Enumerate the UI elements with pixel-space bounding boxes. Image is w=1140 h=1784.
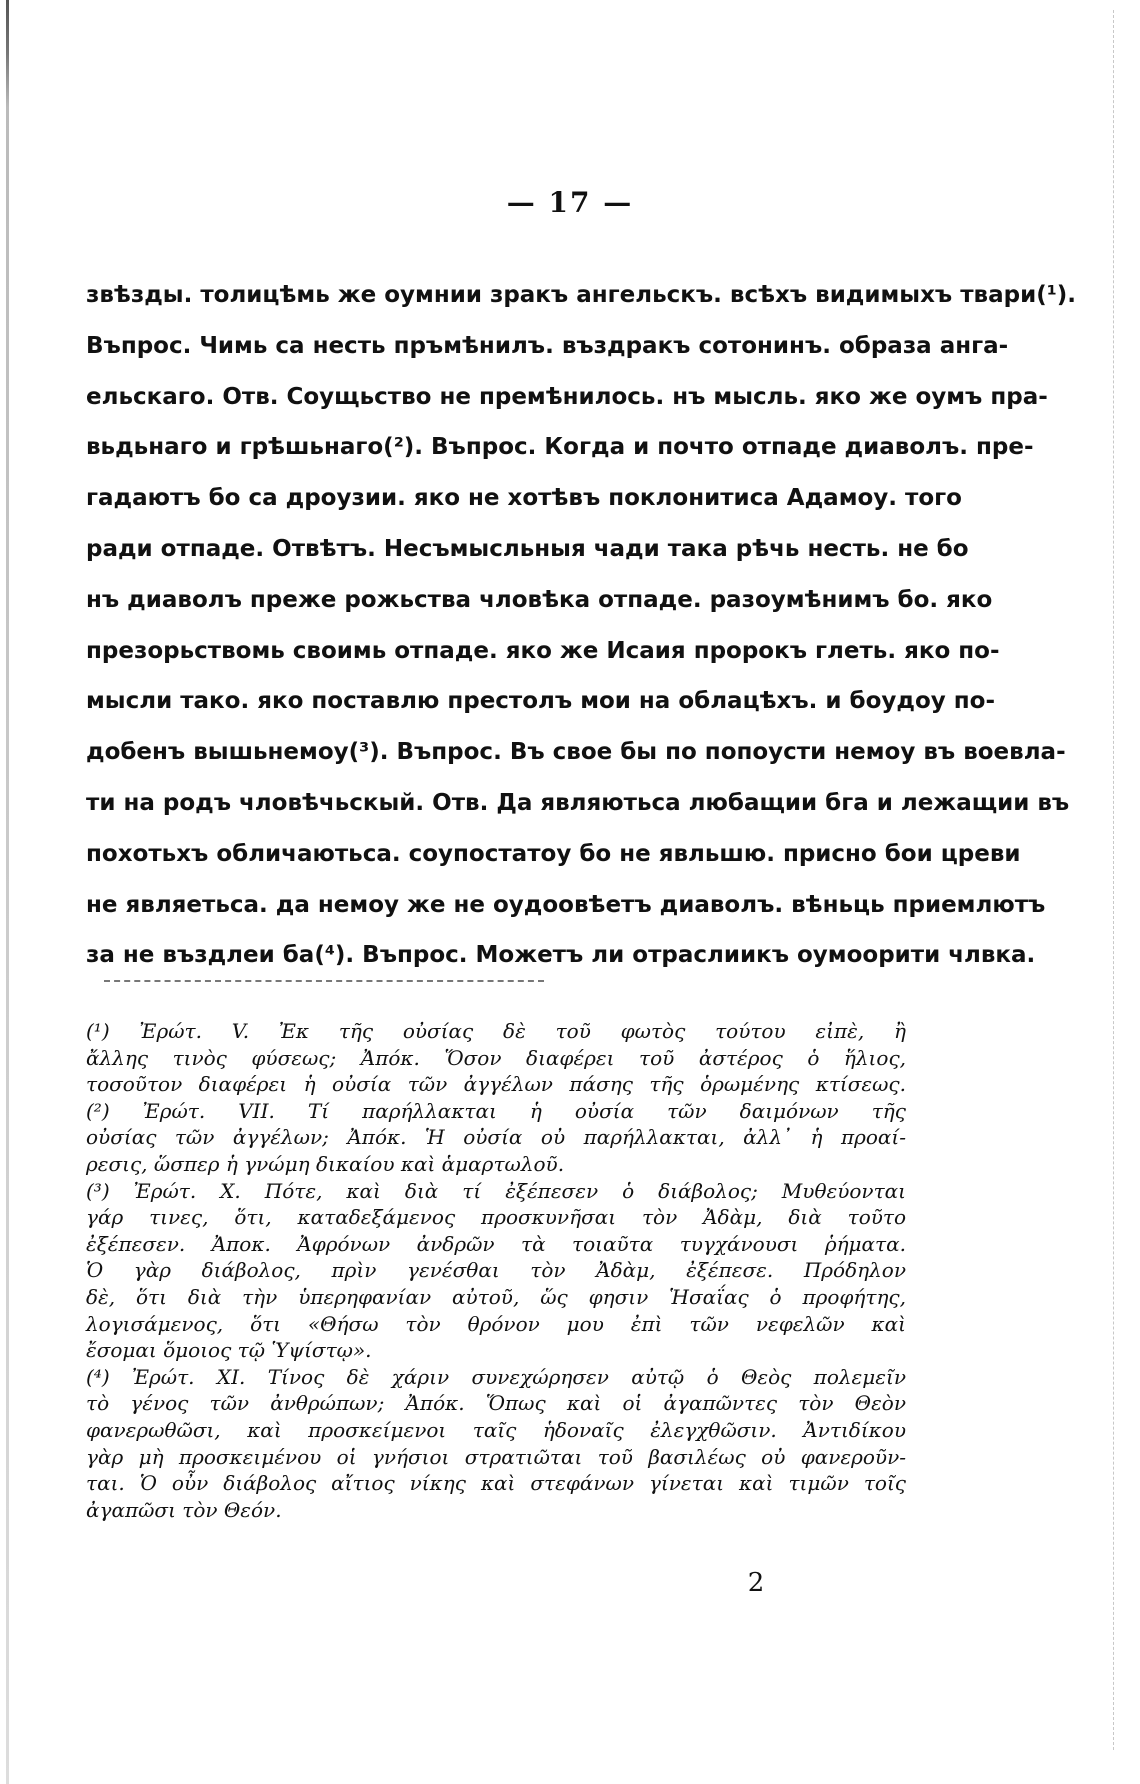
footnote-line: τοσοῦτον διαφέρει ἡ οὐσία τῶν ἀγγέλων πάσης τῆς ὁρωμένης κτίσεως. [86, 1072, 906, 1097]
scan-edge-left [6, 0, 9, 1784]
footnote-line: λογισάμενος, ὅτι «Θήσω τὸν θρόνον μου ἐπὶ τῶν νεφελῶν καὶ [86, 1311, 906, 1336]
text-line: ради отпаде. Отвѣтъ. Несъмысльныя чади така рѣчь несть. не бо [86, 535, 969, 562]
scan-edge-right [1112, 10, 1114, 1750]
footnote-divider [104, 980, 544, 982]
greek-footnotes [86, 1018, 906, 1523]
footnote-line: ἄλλης τινὸς φύσεως; Ἀπόκ. Ὅσον διαφέρει τοῦ ἀστέρος ὁ ἥλιος, [86, 1045, 906, 1070]
footnote-line: γάρ τινες, ὅτι, καταδεξάμενος προσκυνῆσαι τὸν Ἀδὰμ, διὰ τοῦτο [86, 1205, 906, 1230]
text-line: презорьствомь своимь отпаде. яко же Исаия пророкъ глеть. яко по- [86, 637, 1000, 664]
text-line: вьдьнаго и грѣшьнаго(²). Въпрос. Когда и почто отпаде диаволъ. пре- [86, 434, 1034, 461]
footnote-line: (²) Ἐρώτ. VII. Τί παρήλλακται ἡ οὐσία τῶν δαιμόνων τῆς [86, 1098, 906, 1123]
footnote-line: φανερωθῶσι, καὶ προσκείμενοι ταῖς ἡδοναῖς ἐλεγχθῶσιν. Ἀντιδίκου [86, 1417, 906, 1442]
text-line: мысли тако. яко поставлю престолъ мои на облацѣхъ. и боудоу по- [86, 688, 995, 715]
footnote-line: ἀγαπῶσι τὸν Θεόν. [86, 1497, 282, 1522]
text-line: Въпрос. Чимь са несть пръмѣнилъ. въздракъ сотонинъ. образа анга- [86, 332, 1009, 359]
footnote-line: τὸ γένος τῶν ἀνθρώπων; Ἀπόκ. Ὅπως καὶ οἱ ἀγαπῶντες τὸν Θεὸν [86, 1391, 906, 1416]
footnote-line: ται. Ὁ οὖν διάβολος αἴτιος νίκης καὶ στεφάνων γίνεται καὶ τιμῶν τοῖς [86, 1471, 906, 1496]
footnote-line: γὰρ μὴ προσκειμένου οἱ γνήσιοι στρατιῶται τοῦ βασιλέως οὐ φανεροῦν- [86, 1444, 906, 1469]
text-line: похотьхъ обличаютьса. соупостатоу бо не явльшю. присно бои цреви [86, 840, 1021, 867]
footnote-line: ἔσομαι ὅμοιος τῷ Ὑψίστῳ». [86, 1338, 372, 1363]
text-line: не являетьса. да немоу же не оудоовѣетъ диаволъ. вѣньць приемлютъ [86, 891, 1046, 918]
signature-mark: 2 [747, 1568, 765, 1598]
footnote-line: (⁴) Ἐρώτ. XI. Τίνος δὲ χάριν συνεχώρησεν αὐτῷ ὁ Θεὸς πολεμεῖν [86, 1364, 906, 1389]
text-line: ельскаго. Отв. Соущьство не премѣнилось. нъ мысль. яко же оумъ пра- [86, 383, 1048, 410]
footnote-line: δὲ, ὅτι διὰ τὴν ὑπερηφανίαν αὐτοῦ, ὥς φησιν Ἡσαΐας ὁ προφήτης, [86, 1284, 906, 1309]
text-line: ти на родъ чловѣчьскый. Отв. Да являютьса любащии бга и лежащии въ [86, 789, 1070, 816]
footnote-line: ρεσις, ὥσπερ ἡ γνώμη δικαίου καὶ ἁμαρτωλοῦ. [86, 1151, 565, 1176]
footnote-line: (¹) Ἐρώτ. V. Ἐκ τῆς οὐσίας δὲ τοῦ φωτὸς τούτου εἰπὲ, ἢ [86, 1019, 906, 1043]
footnote-line: Ὁ γὰρ διάβολος, πρὶν γενέσθαι τὸν Ἀδὰμ, ἐξέπεσε. Πρόδηλον [86, 1258, 906, 1283]
text-line: нъ диаволъ преже рожьства чловѣка отпаде. разоумѣнимъ бо. яко [86, 586, 993, 613]
footnote-line: ἐξέπεσεν. Ἀποκ. Ἀφρόνων ἀνδρῶν τὰ τοιαῦτα τυγχάνουσι ῥήματα. [86, 1231, 906, 1256]
footnote-line: οὐσίας τῶν ἀγγέλων; Ἀπόκ. Ἡ οὐσία οὐ παρήλλακται, ἀλλ᾽ ἡ προαί- [86, 1125, 906, 1150]
text-line: за не въздлеи ба(⁴). Въпрос. Можетъ ли отраслиикъ оумоорити члвка. [86, 942, 1036, 969]
text-line: добенъ вышьнемоу(³). Въпрос. Въ свое бы по попоусти немоу въ воевла- [86, 739, 1066, 766]
text-line: гадаютъ бо са дроузии. яко не хотѣвъ поклонитиса Адамоу. того [86, 485, 962, 512]
page-number: — 17 — [506, 186, 634, 219]
footnote-line: (³) Ἐρώτ. X. Πότε, καὶ διὰ τί ἐξέπεσεν ὁ διάβολος; Μυθεύονται [86, 1178, 906, 1203]
slavonic-main-text [86, 270, 1077, 981]
text-line: звѣзды. толицѣмь же оумнии зракъ ангельскъ. всѣхъ видимыхъ твари(¹). [86, 282, 1077, 308]
